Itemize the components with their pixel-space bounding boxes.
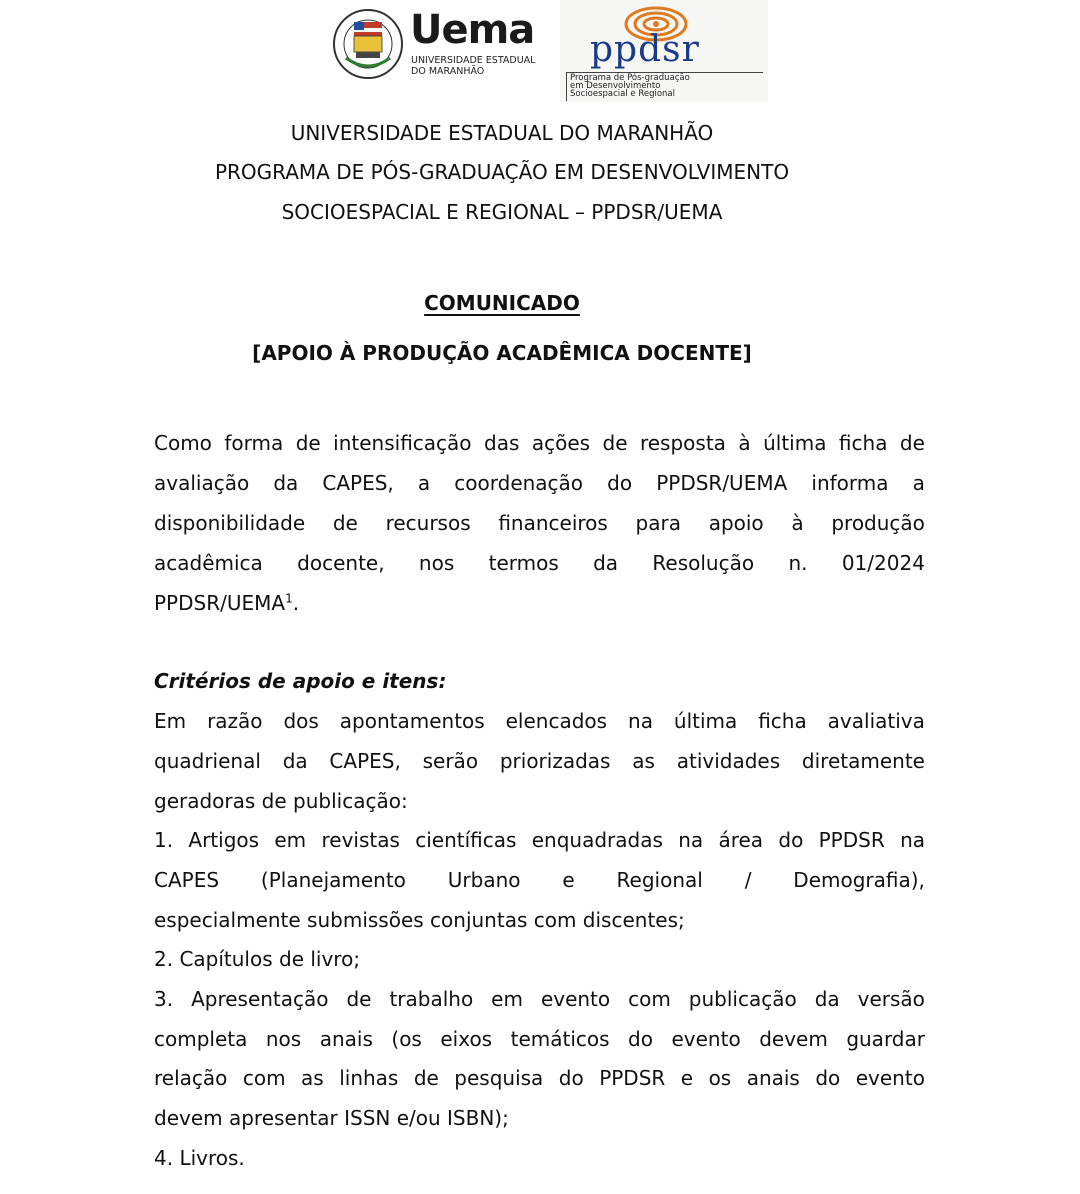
word: PPDSR [599,1066,666,1090]
word: pesquisa [454,1066,544,1090]
word: de [295,431,321,455]
criteria-item-1 [154,828,925,852]
word: resposta [639,431,726,455]
ppdsr-logo [560,0,768,102]
word: de [346,987,372,1011]
ppdsr-wordmark: ppdsr [590,29,700,70]
word: 1. [154,828,174,852]
word: os [708,1066,732,1090]
criteria-item-3 [154,1066,925,1090]
word: temáticos [510,1027,610,1051]
word: PPDSR/UEMA [656,471,788,495]
intro-line [154,471,925,495]
criteria-item-4: 4. Livros. [154,1146,245,1170]
criteria-line [154,709,925,733]
word: PPDSR [818,828,885,852]
word: última [763,431,827,455]
document-title: COMUNICADO [424,291,580,315]
word: anais [746,1066,800,1090]
intro-text: . [292,591,300,615]
word: dos [283,709,319,733]
word: do [815,1066,841,1090]
word: Regional [616,868,703,892]
word: das [484,431,520,455]
ppdsr-subtitle: Socioespacial e Regional [570,89,676,99]
word: (Planejamento [260,868,406,892]
word: CAPES [154,868,220,892]
word: à [738,431,751,455]
criteria-item-3 [154,987,925,1011]
intro-line [154,431,925,455]
uema-subtitle: DO MARANHÃO [411,66,485,77]
criteria-item-3: devem apresentar ISSN e/ou ISBN); [154,1106,509,1130]
word: forma [224,431,284,455]
word: de [413,1066,439,1090]
word: ficha [758,709,807,733]
ppdsr-subtitle: Programa de Pós-graduação [570,73,690,83]
word: do [607,471,633,495]
word: à [791,511,804,535]
word: serão [422,749,479,773]
word: com [242,1066,286,1090]
word: com [628,987,671,1011]
word: Apresentação [191,987,329,1011]
word: intensificação [333,431,472,455]
criteria-heading: Critérios de apoio e itens: [154,669,447,693]
word: razão [207,709,263,733]
word: evento [671,1027,741,1051]
word: nos [418,551,455,575]
word: disponibilidade [154,511,306,535]
word: ficha [838,431,888,455]
word: da [282,749,308,773]
word: n. [788,551,808,575]
word: relação [154,1066,228,1090]
word: atividades [676,749,781,773]
word: termos [488,551,559,575]
word: publicação [688,987,797,1011]
word: completa [154,1027,248,1051]
word: avaliativa [827,709,925,733]
word: quadrienal [154,749,261,773]
word: diretamente [801,749,925,773]
word: (os [391,1027,422,1051]
footnote-marker: 1 [285,591,293,606]
word: avaliação [154,471,250,495]
word: área [718,828,764,852]
word: Em [154,709,187,733]
word: acadêmica [154,551,263,575]
word: apoio [708,511,764,535]
word: Resolução [652,551,755,575]
word: as [301,1066,324,1090]
word: anais [319,1027,373,1051]
word: elencados [505,709,608,733]
intro-line [154,591,925,615]
word: na [628,709,653,733]
word: Como [154,431,212,455]
word: da [593,551,619,575]
criteria-line [154,749,925,773]
word: Urbano [447,868,521,892]
word: linhas [339,1066,399,1090]
word: científicas [415,828,517,852]
criteria-item-1 [154,868,925,892]
word: guardar [846,1027,925,1051]
document-subtitle: [APOIO À PRODUÇÃO ACADÊMICA DOCENTE] [252,341,752,365]
intro-line [154,511,925,535]
criteria-item-3 [154,1027,925,1051]
criteria-item-1: especialmente submissões conjuntas com discentes; [154,908,685,932]
word: da [814,987,840,1011]
word: a [417,471,431,495]
ppdsr-subtitle: em Desenvolvimento [570,81,661,91]
word: para [635,511,681,535]
word: recursos [385,511,471,535]
criteria-item-2: 2. Capítulos de livro; [154,947,361,971]
uema-seal-icon [332,8,404,80]
word: informa [811,471,889,495]
word: eixos [440,1027,493,1051]
word: de [332,511,358,535]
word: em [274,828,307,852]
word: na [678,828,704,852]
word: 3. [154,987,174,1011]
word: CAPES, [329,749,401,773]
institution-name: UNIVERSIDADE ESTADUAL DO MARANHÃO [290,121,714,145]
intro-line [154,551,925,575]
word: nos [265,1027,302,1051]
word: apontamentos [339,709,485,733]
word: devem [759,1027,828,1051]
program-name-line1: PROGRAMA DE PÓS-GRADUAÇÃO EM DESENVOLVIMENTO [214,160,790,184]
word: evento [855,1066,925,1090]
word: e [680,1066,694,1090]
header-logos [0,0,1080,104]
word: do [628,1027,653,1051]
word: versão [857,987,925,1011]
program-name-line2: SOCIOESPACIAL E REGIONAL – PPDSR/UEMA [281,200,723,224]
word: trabalho [389,987,474,1011]
word: em [491,987,523,1011]
word: docente, [297,551,385,575]
word: ações [531,431,591,455]
word: coordenação [454,471,584,495]
word: do [778,828,804,852]
uema-wordmark: Uema [410,7,535,53]
word: de [899,431,925,455]
word: evento [540,987,611,1011]
word: produção [831,511,925,535]
word: Demografia), [793,868,925,892]
word: do [558,1066,584,1090]
uema-subtitle: UNIVERSIDADE ESTADUAL [411,55,536,66]
word: a [912,471,925,495]
word: CAPES, [322,471,394,495]
word: enquadradas [531,828,663,852]
word: de [602,431,628,455]
word: / [744,868,752,892]
word: e [562,868,575,892]
criteria-line: geradoras de publicação: [154,789,408,813]
word: última [673,709,738,733]
word: 01/2024 [841,551,925,575]
word: financeiros [498,511,608,535]
word: na [900,828,925,852]
uema-logo [332,8,542,80]
word: priorizadas [499,749,611,773]
intro-text: PPDSR/UEMA [154,591,286,615]
word: as [632,749,655,773]
word: Artigos [188,828,260,852]
word: da [273,471,299,495]
word: revistas [321,828,400,852]
